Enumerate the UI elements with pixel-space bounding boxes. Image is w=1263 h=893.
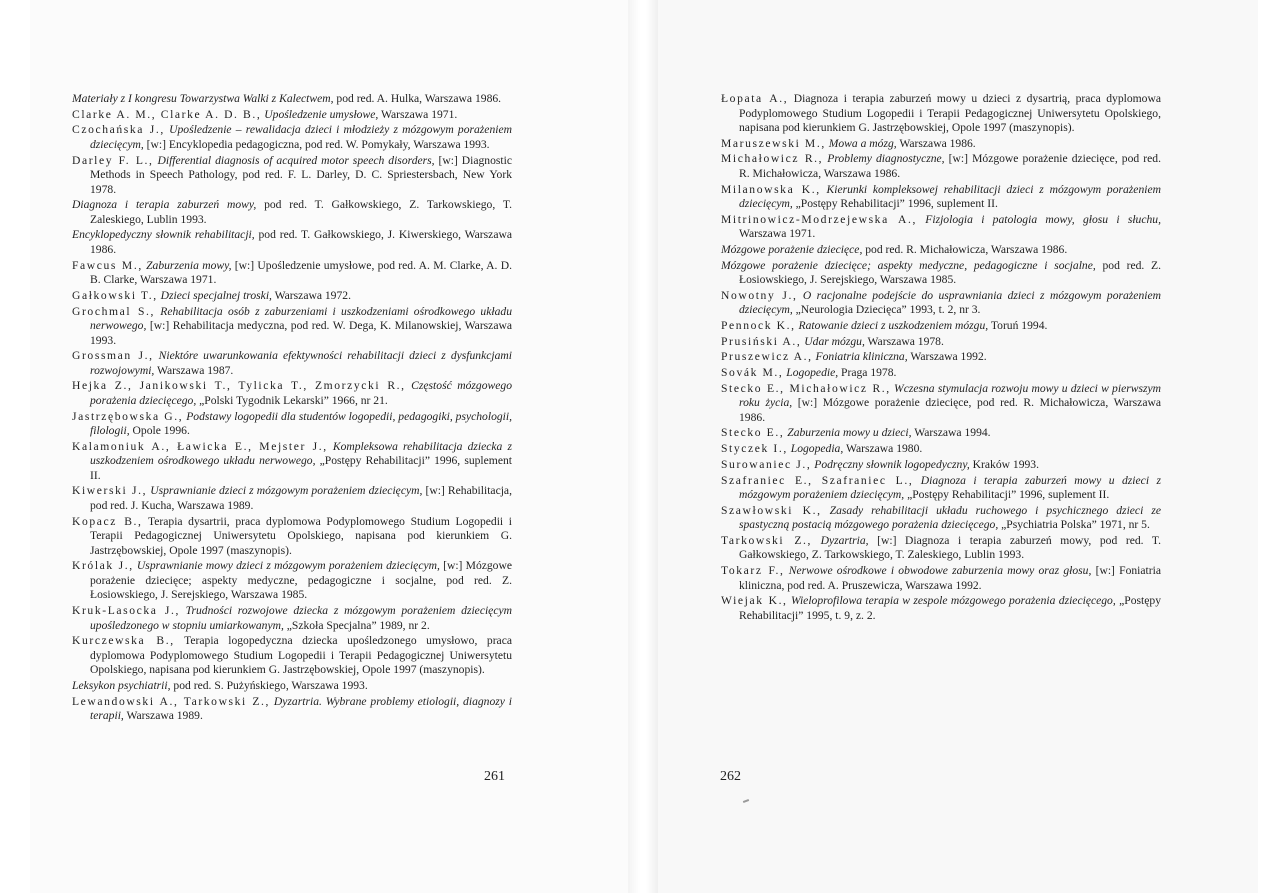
bibliography-entry (721, 504, 1161, 533)
entry-details: Warszawa 1992. (907, 350, 987, 364)
bibliography-entry (721, 289, 1161, 318)
entry-title: Mózgowe porażenie dziecięce, (721, 242, 863, 256)
entry-details: [w:] Encyklopedia pedagogiczna, pod red. W. Pomykały, Warszawa 1993. (143, 137, 490, 151)
bibliography-entry (721, 382, 1161, 426)
entry-details: „Postępy Rehabilitacji” 1996, suplement II. (90, 454, 512, 482)
entry-author: Mitrinowicz-Modrzejewska A., (721, 212, 918, 226)
entry-details: [w:] Rehabilitacja, pod red. J. Kucha, Warszawa 1989. (90, 484, 512, 512)
entry-author: Kurczewska B., (72, 634, 175, 648)
bibliography-entry (721, 137, 1161, 152)
bibliography-entry (72, 379, 512, 408)
bibliography-entry (721, 474, 1161, 503)
entry-author: Kalamoniuk A., Ławicka E., Mejster J., (72, 439, 328, 453)
entry-author: Czochańska J., (72, 123, 165, 137)
bibliography-entry (72, 92, 512, 107)
entry-author: Styczek I., (721, 442, 788, 456)
entry-author: Grossman J., (72, 349, 154, 363)
bibliography-entry (721, 458, 1161, 473)
entry-title: Niektóre uwarunkowania efektywności rehabilitacji dzieci z dysfunkcjami rozwojowymi, (90, 349, 512, 377)
entry-title: Kierunki kompleksowej rehabilitacji dzieci z mózgowym porażeniem dziecięcym, (739, 182, 1161, 211)
bibliography-entry (721, 366, 1161, 381)
bibliography-entry (72, 198, 512, 227)
entry-title: Rehabilitacja osób z zaburzeniami i uszkodzeniami ośrodkowego układu nerwowego, (90, 304, 512, 332)
bibliography-entry (721, 426, 1161, 441)
entry-details: [w:] Diagnostic Methods in Speech Pathology, pod red. F. L. Darley, D. C. Spriestersbach, New York 1978. (90, 153, 512, 196)
entry-title: Zaburzenia mowy u dzieci, (784, 426, 912, 440)
entry-title: Mózgowe porażenie dziecięce; aspekty medyczne, pedagogiczne i socjalne, (721, 258, 1096, 272)
entry-details: Warszawa 1987. (154, 363, 234, 377)
entry-author: Kiwerski J., (72, 484, 148, 498)
entry-title: Zasady rehabilitacji układu ruchowego i psychicznego dzieci ze spastyczną postacią mózgowego porażenia dziecięcego, (739, 503, 1161, 532)
entry-details: „Postępy Rehabilitacji” 1996, suplement II. (792, 197, 998, 211)
bibliography-entry (721, 350, 1161, 365)
entry-title: Podręczny słownik logopedyczny, (811, 457, 970, 471)
entry-author: Jastrzębowska G., (72, 409, 184, 423)
entry-title: Ratowanie dzieci z uszkodzeniem mózgu, (795, 319, 989, 332)
entry-author: Stecko E., (721, 426, 785, 440)
entry-author: Prusiński A., (721, 334, 802, 348)
entry-author: Clarke A. M., Clarke A. D. B., (72, 107, 262, 121)
entry-author: Sovák M., (721, 366, 784, 380)
entry-details: [w:] Mózgowe porażenie dziecięce, pod red. R. Michałowicza, Warszawa 1986. (739, 396, 1161, 424)
entry-details: pod red. A. Hulka, Warszawa 1986. (333, 92, 502, 105)
entry-title: Kompleksowa rehabilitacja dziecka z uszkodzeniem ośrodkowego układu nerwowego, (90, 439, 512, 468)
entry-details: „Szkoła Specjalna” 1989, nr 2. (283, 618, 430, 632)
bibliography-entry (72, 559, 512, 603)
entry-author: Wiejak K., (721, 594, 788, 608)
entry-details: Warszawa 1971. (378, 107, 458, 121)
entry-title: Problemy diagnostyczne, (823, 152, 945, 166)
entry-title: Usprawnianie mowy dzieci z mózgowym porażeniem dziecięcym, (133, 559, 440, 573)
bibliography-entry (721, 319, 1161, 334)
entry-details: Warszawa 1972. (271, 288, 351, 302)
entry-details: „Postępy Rehabilitacji” 1996, suplement II. (904, 488, 1110, 501)
entry-author: Pruszewicz A., (721, 350, 813, 364)
entry-title: Differential diagnosis of acquired motor speech disorders, (153, 153, 435, 167)
entry-title: Trudności rozwojowe dziecka z mózgowym porażeniem dziecięcym upośledzonego w stopniu umiarkowanym, (90, 604, 512, 632)
bibliography-entry (721, 243, 1161, 258)
bibliography-entry (721, 92, 1161, 136)
bibliography-entry (72, 679, 512, 694)
entry-details: Praga 1978. (838, 366, 897, 380)
entry-details: Terapia logopedyczna dziecka upośledzonego umysłowo, praca dyplomowa Podyplomowego Studium Logopedii i Terapii Pedagogicznej Uniwersytetu Opolskiego, napisana pod kierunkiem G. Jastrzębowskiej, Opole 1997 (maszynopis). (90, 634, 512, 677)
entry-author: Nowotny J., (721, 288, 798, 302)
entry-details: „Polski Tygodnik Lekarski” 1966, nr 21. (196, 393, 388, 407)
entry-details: Toruń 1994. (988, 319, 1048, 332)
entry-author: Grochmal S., (72, 304, 156, 318)
entry-details: Warszawa 1971. (739, 227, 816, 241)
entry-title: Wczesna stymulacja rozwoju mowy u dzieci w pierwszym roku życia, (739, 381, 1161, 410)
entry-title: Upośledzenie umysłowe, (261, 107, 379, 121)
left-bibliography-list (72, 92, 512, 725)
bibliography-entry (72, 695, 512, 724)
entry-details: Warszawa 1994. (911, 426, 991, 440)
entry-author: Maruszewski M., (721, 136, 826, 150)
bibliography-entry (721, 564, 1161, 593)
entry-details: [w:] Mózgowe porażenie dziecięce; aspekty medyczne, pedagogiczne i socjalne, pod red. Z. Łosiowskiego, J. Serejskiego, Warszawa 1985. (90, 559, 512, 602)
bibliography-entry (72, 410, 512, 439)
entry-author: Pennock K., (721, 319, 796, 332)
entry-author: Hejka Z., Janikowski T., Tylicka T., Zmorzycki R., (72, 379, 406, 393)
entry-author: Kopacz B., (72, 514, 143, 528)
entry-details: Opole 1996. (129, 424, 190, 438)
entry-details: [w:] Foniatria kliniczna, pod red. A. Pruszewicza, Warszawa 1992. (739, 564, 1161, 592)
entry-title: Podstawy logopedii dla studentów logopedii, pedagogiki, psychologii, filologii, (90, 409, 512, 438)
bibliography-entry (721, 442, 1161, 457)
entry-author: Michałowicz R., (721, 152, 824, 166)
entry-title: Encyklopedyczny słownik rehabilitacji, (72, 228, 255, 242)
entry-author: Stecko E., Michałowicz R., (721, 381, 891, 395)
bibliography-entry (72, 349, 512, 378)
right-bibliography-list (721, 92, 1161, 624)
entry-details: pod red. Z. Łosiowskiego, J. Serejskiego, Warszawa 1985. (739, 258, 1161, 287)
entry-details: [w:] Mózgowe porażenie dziecięce, pod red. R. Michałowicza, Warszawa 1986. (739, 152, 1161, 180)
entry-author: Lewandowski A., Tarkowski Z., (72, 694, 271, 708)
entry-author: Surowaniec J., (721, 457, 812, 471)
entry-title: O racjonalne podejście do usprawniania dzieci z mózgowym porażeniem dziecięcym, (739, 288, 1161, 317)
entry-author: Łopata A., (721, 92, 789, 105)
entry-title: Diagnoza i terapia zaburzeń mowy, (72, 198, 257, 212)
bibliography-entry (721, 594, 1161, 623)
entry-title: Zaburzenia mowy, (142, 258, 232, 272)
entry-details: Terapia dysartrii, praca dyplomowa Podyplomowego Studium Logopedii i Terapii Pedagogicznej Uniwersytetu Opolskiego, napisana pod kierunkiem G. Jastrzębowskiej, Opole 1997 (maszynopis). (90, 514, 512, 557)
entry-title: Fizjologia i patologia mowy, głosu i słuchu, (917, 212, 1161, 226)
entry-author: Szawłowski K., (721, 503, 822, 517)
entry-author: Tarkowski Z., (721, 533, 813, 547)
entry-details: „Psychiatria Polska” 1971, nr 5. (998, 518, 1150, 532)
entry-details: pod red. T. Gałkowskiego, Z. Tarkowskiego, T. Zaleskiego, Lublin 1993. (90, 198, 512, 226)
bibliography-entry (721, 335, 1161, 350)
entry-title: Materiały z I kongresu Towarzystwa Walki z Kalectwem, (72, 92, 334, 105)
entry-author: Milanowska K., (721, 182, 821, 196)
entry-title: Upośledzenie – rewalidacja dzieci i młodzieży z mózgowym porażeniem dziecięcym, (90, 123, 512, 151)
bibliography-entry (72, 108, 512, 123)
bibliography-entry (72, 440, 512, 484)
entry-details: Warszawa 1989. (123, 709, 203, 723)
bibliography-entry (721, 213, 1161, 242)
entry-author: Fawcus M., (72, 258, 143, 272)
entry-details: Diagnoza i terapia zaburzeń mowy u dzieci z dysartrią, praca dyplomowa Podyplomowego Studium Logopedii i Terapii Pedagogicznej Uniwersytetu Opolskiego, napisana pod kierunkiem G. Jastrzębowskiej, Opole 1997 (maszynopis). (739, 92, 1161, 134)
entry-title: Foniatria kliniczna, (812, 350, 908, 364)
bibliography-entry (72, 154, 512, 198)
entry-title: Wieloprofilowa terapia w zespole mózgowego porażenia dziecięcego, (787, 594, 1116, 608)
entry-details: Warszawa 1980. (843, 442, 923, 456)
entry-author: Darley F. L., (72, 153, 154, 167)
entry-title: Logopedia, (787, 442, 844, 456)
bibliography-entry (72, 289, 512, 304)
entry-details: [w:] Rehabilitacja medyczna, pod red. W. Dega, K. Milanowskiej, Warszawa 1993. (90, 319, 512, 347)
entry-details: Warszawa 1978. (864, 334, 944, 348)
bibliography-entry (72, 484, 512, 513)
bibliography-entry (72, 515, 512, 559)
entry-title: Dyzartria, (812, 533, 869, 547)
bibliography-entry (721, 259, 1161, 288)
entry-title: Usprawnianie dzieci z mózgowym porażeniem dziecięcym, (147, 484, 423, 498)
entry-details: pod red. S. Pużyńskiego, Warszawa 1993. (170, 678, 368, 692)
bibliography-entry (72, 305, 512, 349)
bibliography-entry (721, 534, 1161, 563)
entry-author: Szafraniec E., Szafraniec L., (721, 473, 914, 487)
entry-title: Mowa a mózg, (825, 136, 897, 150)
entry-author: Kruk-Lasocka J., (72, 604, 180, 617)
entry-title: Dzieci specjalnej troski, (157, 288, 272, 302)
page-number-right: 262 (720, 769, 741, 784)
entry-details: [w:] Diagnoza i terapia zaburzeń mowy, pod red. T. Gałkowskiego, Z. Tarkowskiego, T. Zaleskiego, Lublin 1993. (739, 533, 1161, 562)
entry-details: Kraków 1993. (969, 457, 1039, 471)
entry-title: Logopedie, (783, 366, 839, 380)
bibliography-entry (72, 228, 512, 257)
entry-title: Dyzartria. Wybrane problemy etiologii, diagnozy i terapii, (90, 694, 513, 723)
entry-details: [w:] Upośledzenie umysłowe, pod red. A. M. Clarke, A. D. B. Clarke, Warszawa 1971. (90, 258, 512, 287)
entry-title: Udar mózgu, (801, 334, 865, 348)
page-number-left: 261 (484, 769, 505, 784)
entry-details: pod red. R. Michałowicza, Warszawa 1986. (862, 242, 1068, 256)
entry-details: pod red. T. Gałkowskiego, J. Kiwerskiego, Warszawa 1986. (90, 228, 512, 256)
bibliography-entry (72, 634, 512, 678)
entry-author: Gałkowski T., (72, 288, 158, 302)
bibliography-entry (721, 152, 1161, 181)
entry-title: Częstość mózgowego porażenia dziecięcego, (90, 379, 512, 407)
bibliography-entry (72, 604, 512, 633)
entry-author: Tokarz F., (721, 564, 785, 578)
entry-author: Królak J., (72, 559, 134, 573)
bibliography-entry (721, 183, 1161, 212)
entry-details: „Neurologia Dziecięca” 1993, t. 2, nr 3. (792, 303, 981, 317)
entry-title: Leksykon psychiatrii, (72, 678, 171, 692)
entry-details: „Postępy Rehabilitacji” 1995, t. 9, z. 2. (739, 594, 1161, 622)
bibliography-entry (72, 123, 512, 152)
book-gutter (628, 0, 658, 893)
entry-title: Nerwowe ośrodkowe i obwodowe zaburzenia mowy oraz głosu, (784, 564, 1092, 578)
entry-title: Diagnoza i terapia zaburzeń mowy u dzieci z mózgowym porażeniem dziecięcym, (739, 473, 1161, 501)
entry-details: Warszawa 1986. (896, 136, 976, 150)
bibliography-entry (72, 259, 512, 288)
